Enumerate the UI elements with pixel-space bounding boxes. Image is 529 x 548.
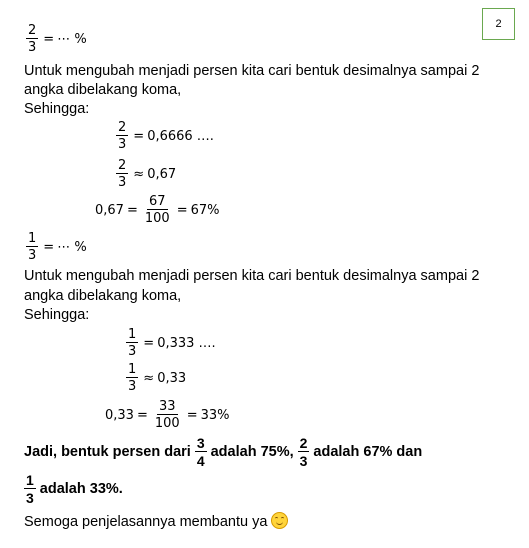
- heading-fraction-1-3: $\frac{1}{3}$ = ⋯ %: [28, 231, 87, 263]
- conclusion-line-2: $\frac{1}{3}$ adalah 33%.: [26, 472, 123, 506]
- closing-line: [24, 512, 288, 530]
- closing-text: Semoga penjelasannya membantu ya: [24, 514, 268, 530]
- paragraph-line: angka dibelakang koma,: [24, 82, 182, 98]
- equation-line: $\frac{1}{3}$ = 0,333 ….: [128, 327, 216, 359]
- equation-line: $\frac{2}{3}$ ≈ 0,67: [118, 158, 177, 190]
- heading-fraction-2-3: $\frac{2}{3}$ = ⋯ %: [28, 23, 87, 55]
- page-number: 2: [495, 18, 502, 30]
- paragraph-line: angka dibelakang koma,: [24, 288, 182, 304]
- equation-line: 0,67 = $\frac{67}{100}$ = 67%: [95, 194, 220, 226]
- smiling-face-icon: [271, 512, 288, 529]
- equation-line: $\frac{1}{3}$ ≈ 0,33: [128, 362, 187, 394]
- paragraph-line: Untuk mengubah menjadi persen kita cari bentuk desimalnya sampai 2: [24, 268, 480, 284]
- sehingga-label: Sehingga:: [24, 101, 90, 117]
- conclusion-line-1: Jadi, bentuk persen dari $\frac{3}{4}$ adalah 75%, $\frac{2}{3}$ adalah 67% dan: [24, 435, 423, 469]
- page-number-box: [482, 8, 515, 40]
- equation-line: $\frac{2}{3}$ = 0,6666 ….: [118, 120, 214, 152]
- paragraph-line: Untuk mengubah menjadi persen kita cari bentuk desimalnya sampai 2: [24, 63, 480, 79]
- sehingga-label: Sehingga:: [24, 307, 90, 323]
- equation-line: 0,33 = $\frac{33}{100}$ = 33%: [105, 399, 230, 431]
